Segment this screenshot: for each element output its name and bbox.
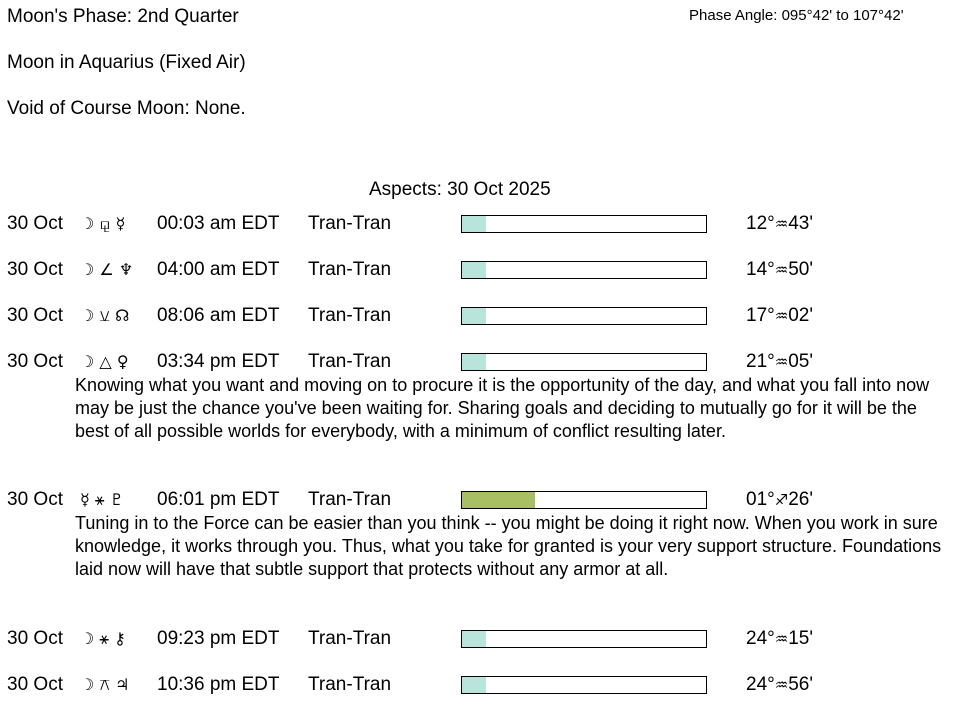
zodiac-sign-icon: ♒ [774, 676, 789, 694]
aspect-date: 30 Oct [7, 305, 63, 326]
aspect-degree: 01° [746, 489, 775, 510]
aspect-row [0, 350, 962, 374]
zodiac-sign-icon: ♒ [774, 261, 789, 279]
aspect-minute: 56' [788, 674, 813, 695]
aspect-row [0, 627, 962, 651]
aspect-time: 09:23 pm EDT [157, 628, 280, 649]
aspect-type: Tran-Tran [308, 351, 392, 372]
zodiac-sign-icon: ♐ [774, 491, 789, 509]
aspect-row [0, 488, 962, 512]
aspect-time: 03:34 pm EDT [157, 351, 280, 372]
aspect-position [746, 488, 813, 512]
aspect-minute: 02' [788, 305, 813, 326]
aspect-glyphs-icon: ☽ △ ♀ [80, 352, 129, 371]
aspect-date: 30 Oct [7, 259, 63, 280]
aspect-degree: 24° [746, 674, 775, 695]
aspect-glyphs-icon: ☽ ⚹ ⚷ [80, 629, 126, 648]
aspect-minute: 05' [788, 351, 813, 372]
aspect-position [746, 350, 813, 374]
aspect-strength-fill [462, 262, 486, 278]
aspect-position [746, 304, 813, 328]
aspect-glyphs-icon: ☽ ⚺ ☊ [80, 306, 130, 325]
aspect-minute: 50' [788, 259, 813, 280]
aspect-type: Tran-Tran [308, 489, 392, 510]
phase-angle-text: Phase Angle: 095°42' to 107°42' [689, 7, 904, 24]
aspect-minute: 15' [788, 628, 813, 649]
aspect-time: 08:06 am EDT [157, 305, 280, 326]
aspect-position [746, 212, 813, 236]
zodiac-sign-icon: ♒ [774, 307, 789, 325]
aspect-date: 30 Oct [7, 351, 63, 372]
moon-sign-text: Moon in Aquarius (Fixed Air) [7, 52, 246, 73]
aspect-time: 04:00 am EDT [157, 259, 280, 280]
aspect-description: Tuning in to the Force can be easier than you think -- you might be doing it right now. When you work in sure knowledge, it works through you. Thus, what you take for granted is your very support structure. Foundations laid now will have that subtle support that protects without any armor at all. [75, 513, 942, 579]
aspect-strength-fill [462, 677, 486, 693]
aspect-strength-bar [461, 630, 707, 648]
aspect-minute: 43' [788, 213, 813, 234]
aspect-type: Tran-Tran [308, 305, 392, 326]
aspect-type: Tran-Tran [308, 259, 392, 280]
aspect-degree: 17° [746, 305, 775, 326]
aspect-time: 06:01 pm EDT [157, 489, 280, 510]
aspect-minute: 26' [788, 489, 813, 510]
aspect-degree: 12° [746, 213, 775, 234]
aspect-row [0, 212, 962, 236]
aspect-degree: 21° [746, 351, 775, 372]
aspect-type: Tran-Tran [308, 213, 392, 234]
aspect-degree: 14° [746, 259, 775, 280]
aspect-description: Knowing what you want and moving on to procure it is the opportunity of the day, and what you fall into now may be just the chance you've been waiting for. Sharing goals and deciding to mutually go for it will be the best of all possible worlds for everybody, with a minimum of conflict resulting later. [75, 375, 930, 441]
aspect-degree: 24° [746, 628, 775, 649]
aspect-strength-bar [461, 491, 707, 509]
zodiac-sign-icon: ♒ [774, 630, 789, 648]
aspect-position [746, 258, 813, 282]
aspect-glyphs-icon: ☽ ∠ ♆ [80, 260, 134, 279]
zodiac-sign-icon: ♒ [774, 353, 789, 371]
aspect-row [0, 673, 962, 697]
aspect-type: Tran-Tran [308, 628, 392, 649]
aspect-type: Tran-Tran [308, 674, 392, 695]
aspect-date: 30 Oct [7, 674, 63, 695]
aspect-strength-bar [461, 676, 707, 694]
aspect-strength-bar [461, 353, 707, 371]
aspect-time: 00:03 am EDT [157, 213, 280, 234]
aspect-row [0, 258, 962, 282]
aspects-title: Aspects: 30 Oct 2025 [369, 179, 551, 200]
aspect-strength-fill [462, 308, 486, 324]
aspect-date: 30 Oct [7, 489, 63, 510]
aspect-position [746, 673, 813, 697]
aspect-glyphs-icon: ☽ ⚻ ♃ [80, 675, 130, 694]
void-of-course-text: Void of Course Moon: None. [7, 98, 246, 119]
aspect-glyphs-icon: ☽ ⚼ ☿ [80, 214, 126, 233]
aspect-glyphs-icon: ☿ ⚹ ♇ [80, 490, 124, 509]
aspect-time: 10:36 pm EDT [157, 674, 280, 695]
aspect-date: 30 Oct [7, 213, 63, 234]
aspect-date: 30 Oct [7, 628, 63, 649]
aspect-strength-fill [462, 354, 486, 370]
aspect-position [746, 627, 813, 651]
aspect-strength-fill [462, 631, 486, 647]
aspect-strength-bar [461, 307, 707, 325]
aspect-row [0, 304, 962, 328]
aspect-strength-fill [462, 216, 486, 232]
aspect-strength-bar [461, 261, 707, 279]
zodiac-sign-icon: ♒ [774, 215, 789, 233]
aspect-strength-fill [462, 492, 535, 508]
aspect-strength-bar [461, 215, 707, 233]
moon-phase-text: Moon's Phase: 2nd Quarter [7, 6, 239, 27]
